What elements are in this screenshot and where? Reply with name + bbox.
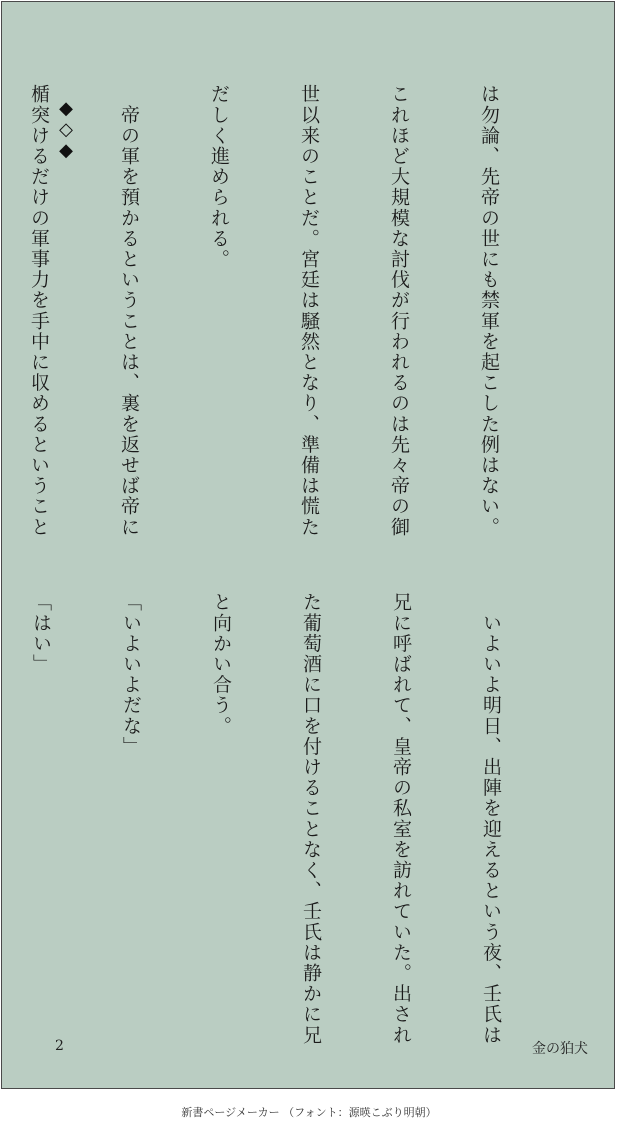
text-line: は勿論、先帝の世にも禁軍を起こした例はない。 bbox=[478, 84, 500, 538]
text-line: いよいよ明日、出陣を迎えるという夜、壬氏は bbox=[480, 592, 502, 1046]
scene-separator bbox=[55, 98, 77, 161]
text-line: だしく進められる。 bbox=[208, 84, 230, 270]
lower-text-block bbox=[0, 592, 566, 1046]
upper-text-block bbox=[0, 84, 564, 554]
filled-diamond-icon: ◆ bbox=[59, 140, 73, 161]
text-line: 帝の軍を預かるということは、裏を返せば帝に bbox=[118, 84, 140, 538]
book-page bbox=[1, 1, 615, 1089]
text-line: 「はい」 bbox=[30, 592, 52, 675]
hollow-diamond-icon: ◇ bbox=[59, 119, 73, 140]
page-number: 2 bbox=[55, 1038, 64, 1054]
text-line: 兄に呼ばれて、皇帝の私室を訪れていた。出され bbox=[390, 592, 412, 1046]
text-line: これほど大規模な討伐が行われるのは先々帝の御 bbox=[388, 84, 410, 538]
text-line: 「いよいよだな」 bbox=[120, 592, 142, 757]
footer-credit: 新書ページメーカー （フォント：源暎こぶり明朝） bbox=[181, 1106, 437, 1119]
text-line: 世以来のことだ。宮廷は騒然となり、準備は慌た bbox=[298, 84, 320, 538]
book-title: 金の狛犬 bbox=[532, 1041, 588, 1057]
text-line: た葡萄酒に口を付けることなく、壬氏は静かに兄 bbox=[300, 592, 322, 1046]
text-line: と向かい合う。 bbox=[210, 592, 232, 737]
text-line: 楯突けるだけの軍事力を手中に収めるということ bbox=[28, 84, 50, 538]
filled-diamond-icon: ◆ bbox=[59, 98, 73, 119]
